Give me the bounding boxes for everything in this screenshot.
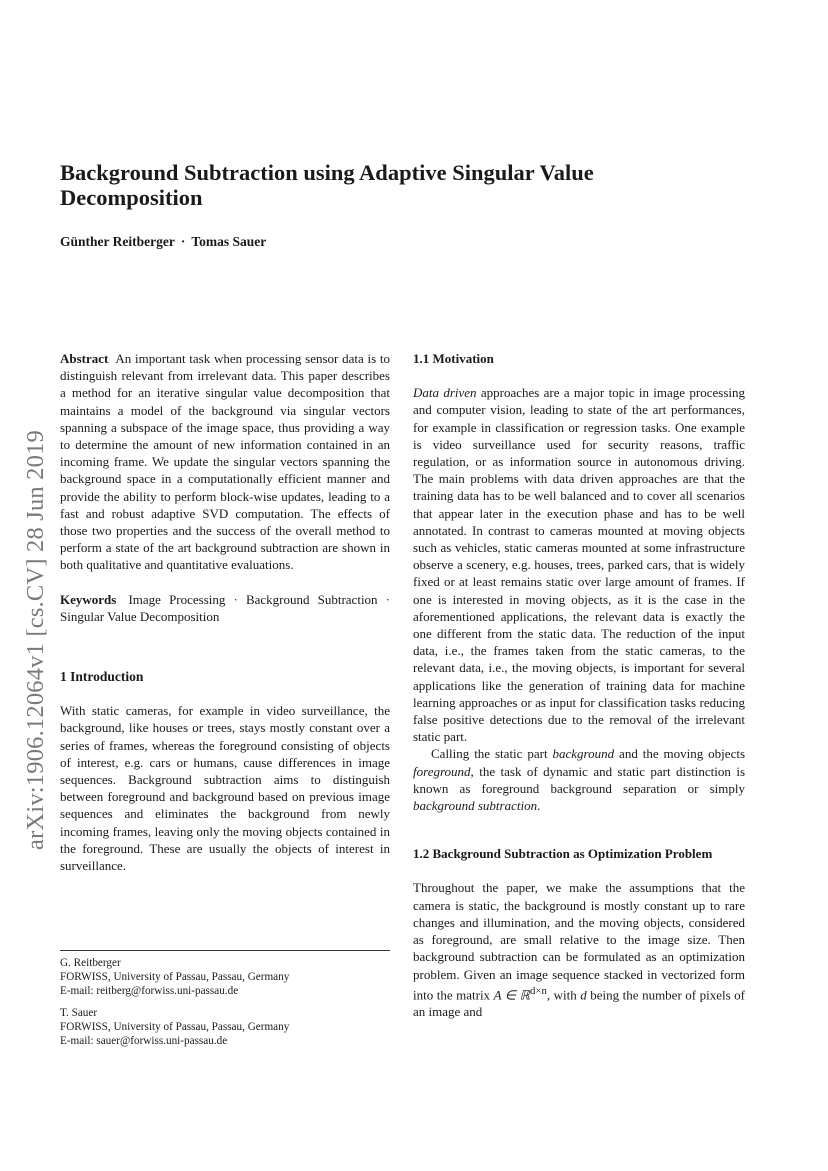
footnote-email: E-mail: sauer@forwiss.uni-passau.de bbox=[60, 1035, 228, 1048]
abstract-text: An important task when processing sensor data is to distinguish relevant from irrelevant data. This paper describes a method for an iterative singular value decomposition that maintains a model of the background via singular vectors spanning a subspace of the image space, thus providing a way to determine the amount of new information contained in an incoming frame. We update the singular vectors spanning the background space in a computationally efficient manner and provide the ability to perform block-wise updates, leading to a fast and robust adaptive SVD computation. The effects of those two properties and the success of the overall method to perform a state of the art background subtraction are shown in both qualitative and quantitative evaluations. bbox=[60, 351, 390, 573]
math-variable: d bbox=[580, 987, 587, 1003]
math-expression: A ∈ ℝ bbox=[493, 987, 530, 1003]
footnote-affiliation: FORWISS, University of Passau, Passau, Germany bbox=[60, 971, 290, 984]
emphasis-text: background subtraction bbox=[413, 798, 538, 814]
emphasis-text: foreground bbox=[413, 763, 471, 779]
emphasis-text: Data driven bbox=[413, 385, 477, 401]
footnote-name: G. Reitberger bbox=[60, 957, 121, 969]
subsection-heading-motivation: 1.1 Motivation bbox=[413, 351, 494, 366]
footnote-author-2 bbox=[60, 1006, 390, 1049]
paragraph-text: and the moving objects bbox=[619, 746, 746, 762]
paragraph-text: being the number of pixels of an image and bbox=[413, 987, 746, 1020]
keywords-label: Keywords bbox=[60, 591, 117, 607]
paragraph-text: , the task of dynamic and static part distinction is known as foreground background separation or simply bbox=[413, 763, 745, 796]
left-column bbox=[60, 350, 390, 874]
keywords-text: Image Processing · Background Subtraction · Singular Value Decomposition bbox=[60, 591, 390, 624]
abstract bbox=[60, 350, 390, 574]
paragraph-text: , with bbox=[546, 987, 577, 1003]
math-superscript: d×n bbox=[529, 984, 547, 997]
footnote-divider bbox=[60, 950, 390, 951]
paragraph-text: approaches are a major topic in image processing and computer vision, leading to state of the art performances, for example in classification or regression tasks. One example is video surveillance used for security reasons, traffic regulation, or as information source in autonomous driving. The main problems with data driven approaches are that the training data has to be well balanced and to cover all scenarios that appear later in the execution phase and has to be well annotated. In contrast to cameras mounted at moving objects such as vehicles, static cameras mounted at some infrastructure observe a scenery, e.g. houses, trees, parked cars, that is widely fixed or at least remains static over large amount of frames. If one is interested in moving objects, as it is the case in the aforementioned applications, the relevant data is exactly the one different from the static data. The reduction of the input data, i.e., the frames taken from the static cameras, to the relevant data, i.e., the moving objects, is important for several applications like the generation of training data for machine learning approaches or as input for classification tasks reducing false positive detections due to the removal of the irrelevant static part. bbox=[413, 385, 745, 745]
abstract-label: Abstract bbox=[60, 351, 109, 366]
section-heading-introduction: 1 Introduction bbox=[60, 669, 144, 685]
footnote-author-1 bbox=[60, 956, 390, 999]
paragraph-text: . bbox=[537, 798, 541, 814]
motivation-paragraph-2 bbox=[413, 745, 745, 814]
optimization-paragraph bbox=[413, 879, 745, 1020]
author-list bbox=[60, 234, 266, 250]
author-name: Tomas Sauer bbox=[191, 234, 267, 249]
subsection-heading-optimization: 1.2 Background Subtraction as Optimization Problem bbox=[413, 846, 713, 862]
footnote-affiliation: FORWISS, University of Passau, Passau, Germany bbox=[60, 1020, 290, 1033]
paragraph-text: Calling the static part bbox=[431, 746, 548, 762]
footnote-email: E-mail: reitberg@forwiss.uni-passau.de bbox=[60, 985, 239, 998]
right-column bbox=[413, 350, 745, 1020]
emphasis-text: background bbox=[552, 746, 615, 762]
arxiv-identifier: arXiv:1906.12064v1 [cs.CV] 28 Jun 2019 bbox=[22, 430, 49, 850]
paragraph-text: Throughout the paper, we make the assumptions that the camera is static, the background is mostly constant up to rare changes and illumination, and the moving objects, considered as foreground, are small relative to the image size. Then background subtraction can be formulated as an optimization problem. Given an image sequence stacked in vectorized form into the matrix bbox=[413, 880, 745, 1003]
author-footnotes bbox=[60, 956, 390, 1055]
motivation-paragraph-1 bbox=[413, 384, 745, 745]
introduction-paragraph: With static cameras, for example in video surveillance, the background, like houses or trees, stays mostly constant over a series of frames, whereas the foreground consisting of objects of interest, e.g. cars or humans, cause differences in image sequences. Background subtraction aims to distinguish between foreground and background based on previous image sequences and eliminates the background from newly incoming frames, leaving only the moving objects contained in the foreground. These are usually the objects of interest in surveillance. bbox=[60, 703, 390, 874]
footnote-name: T. Sauer bbox=[60, 1006, 98, 1019]
author-name: Günther Reitberger bbox=[60, 234, 175, 249]
author-separator: · bbox=[180, 234, 186, 249]
keywords bbox=[60, 591, 390, 625]
paper-title: Background Subtraction using Adaptive Singular Value Decomposition bbox=[60, 160, 594, 210]
